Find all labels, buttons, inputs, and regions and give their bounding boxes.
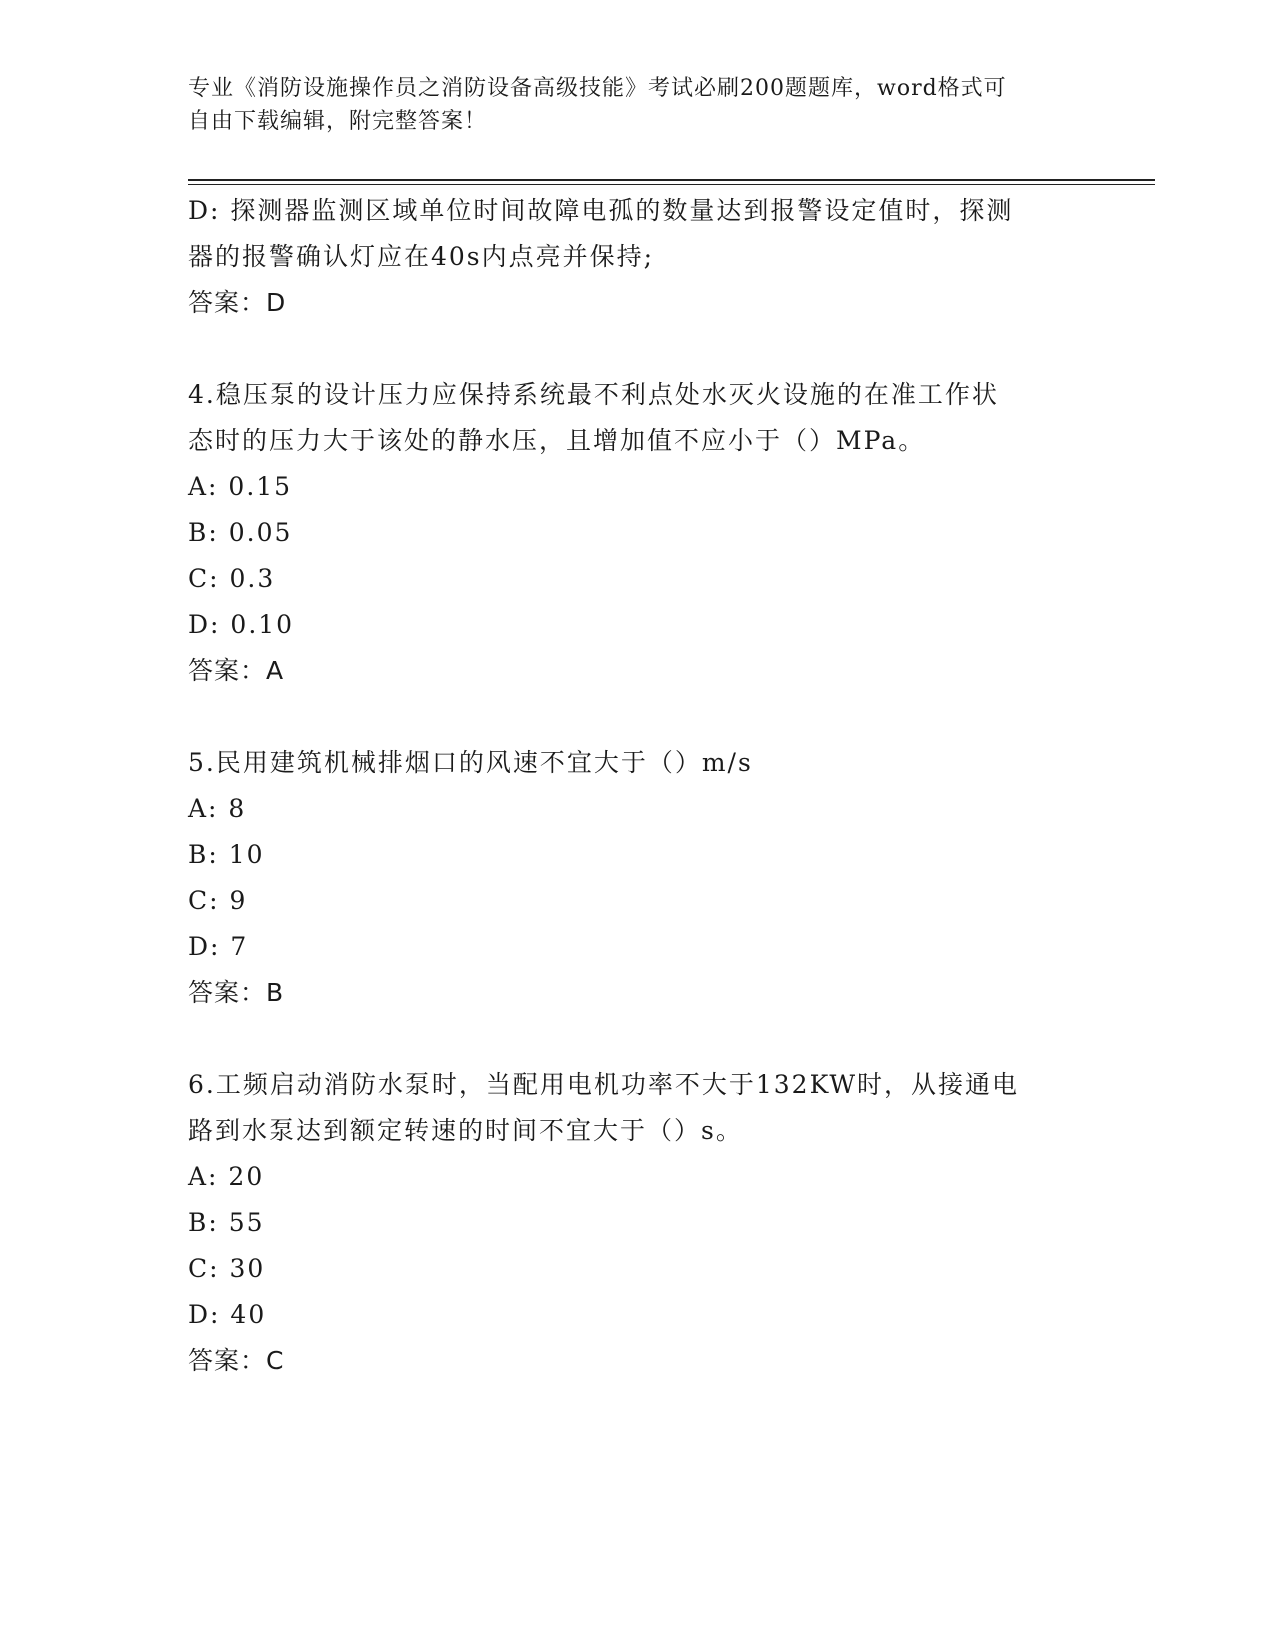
answer-label: 答案：D [188,288,287,317]
question-3-tail [188,188,1088,326]
header-divider-thick [188,179,1155,181]
option-c: C: 30 [188,1254,266,1283]
question-stem-line-2: 态时的压力大于该处的静水压，且增加值不应小于（）MPa。 [188,426,926,455]
option-a: A: 0.15 [188,472,293,501]
document-header [188,72,1088,138]
spacer [188,694,1088,740]
option-a: A: 20 [188,1162,265,1191]
spacer [188,1016,1088,1062]
option-d-line-2: 器的报警确认灯应在40s内点亮并保持; [188,242,655,271]
header-divider-thin [188,184,1155,185]
spacer [188,326,1088,372]
answer-label: 答案：C [188,1346,285,1375]
option-d: D: 40 [188,1300,267,1329]
question-list [188,188,1088,1384]
question-5 [188,740,1088,1016]
answer-label: 答案：A [188,656,285,685]
question-stem-line-1: 5.民用建筑机械排烟口的风速不宜大于（）m/s [188,748,753,777]
option-d: D: 0.10 [188,610,295,639]
option-d-line-1: D: 探测器监测区域单位时间故障电孤的数量达到报警设定值时，探测 [188,196,1014,225]
header-line-1: 专业《消防设施操作员之消防设备高级技能》考试必刷200题题库，word格式可 [188,76,1007,101]
option-d: D: 7 [188,932,249,961]
option-b: B: 10 [188,840,265,869]
question-stem-line-2: 路到水泵达到额定转速的时间不宜大于（）s。 [188,1116,743,1145]
option-a: A: 8 [188,794,247,823]
option-b: B: 0.05 [188,518,293,547]
question-6 [188,1062,1088,1384]
question-stem-line-1: 6.工频启动消防水泵时，当配用电机功率不大于132KW时，从接通电 [188,1070,1020,1099]
question-stem-line-1: 4.稳压泵的设计压力应保持系统最不利点处水灭火设施的在准工作状 [188,380,999,409]
answer-label: 答案：B [188,978,285,1007]
question-4 [188,372,1088,694]
option-c: C: 0.3 [188,564,276,593]
option-c: C: 9 [188,886,248,915]
option-b: B: 55 [188,1208,265,1237]
header-line-2: 自由下载编辑，附完整答案！ [188,109,488,134]
